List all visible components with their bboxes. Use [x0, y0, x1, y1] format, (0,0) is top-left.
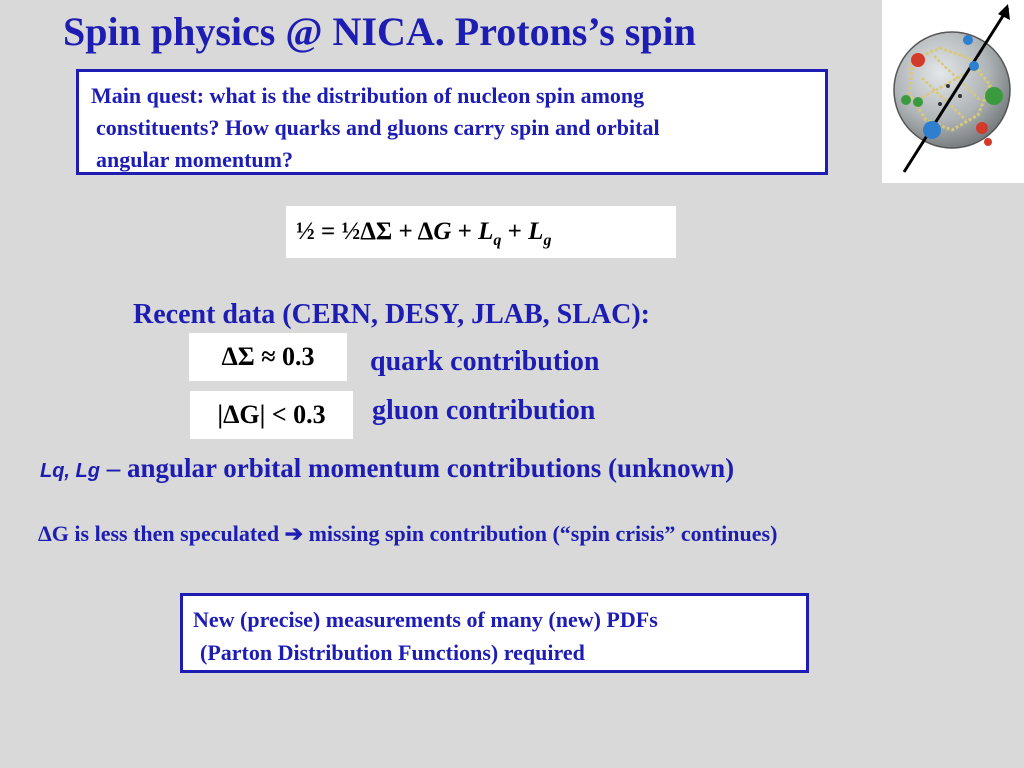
main-quest-box [76, 69, 828, 175]
quest-line-2: constituents? How quarks and gluons carry spin and orbital [96, 115, 660, 140]
quest-line-1: Main quest: what is the distribution of nucleon spin among [91, 83, 645, 108]
newbox-line-1: New (precise) measurements of many (new) PDFs [193, 607, 658, 632]
eq-plus-1: + [451, 218, 479, 245]
eq-g: G [433, 218, 452, 245]
orbital-momentum-line [40, 448, 734, 491]
spin-sum-rule-equation [286, 206, 676, 258]
recent-data-heading: Recent data (CERN, DESY, JLAB, SLAC): [133, 299, 650, 330]
gluon-contribution-label: gluon contribution [372, 395, 596, 426]
quark-value-box: ΔΣ ≈ 0.3 [189, 333, 347, 381]
quest-line-3: angular momentum? [96, 147, 293, 172]
right-arrow-icon: ➔ [284, 521, 304, 546]
orbital-symbols: Lq, Lg [40, 460, 100, 482]
eq-lg: $L_g$ [528, 218, 552, 249]
proton-spin-figure [882, 0, 1024, 183]
crisis-before: ΔG is less then speculated [38, 521, 285, 546]
eq-plus-2: + [501, 218, 529, 245]
newbox-line-2: (Parton Distribution Functions) required [200, 640, 585, 665]
crisis-after: missing spin contribution (“spin crisis” continues) [303, 521, 778, 546]
new-measurements-box [180, 593, 809, 673]
spin-crisis-line [38, 517, 777, 551]
quark-contribution-label: quark contribution [370, 346, 600, 377]
gluon-value-box: |ΔG| < 0.3 [190, 391, 353, 439]
slide-title: Spin physics @ NICA. Protons’s spin [63, 9, 696, 54]
proton-spin-illustration-icon [882, 0, 1024, 183]
eq-lhs: ½ = ½ΔΣ + Δ [296, 218, 434, 245]
eq-lq: $L_q$ [478, 218, 502, 249]
orbital-text: – angular orbital momentum contributions (unknown) [99, 453, 735, 483]
